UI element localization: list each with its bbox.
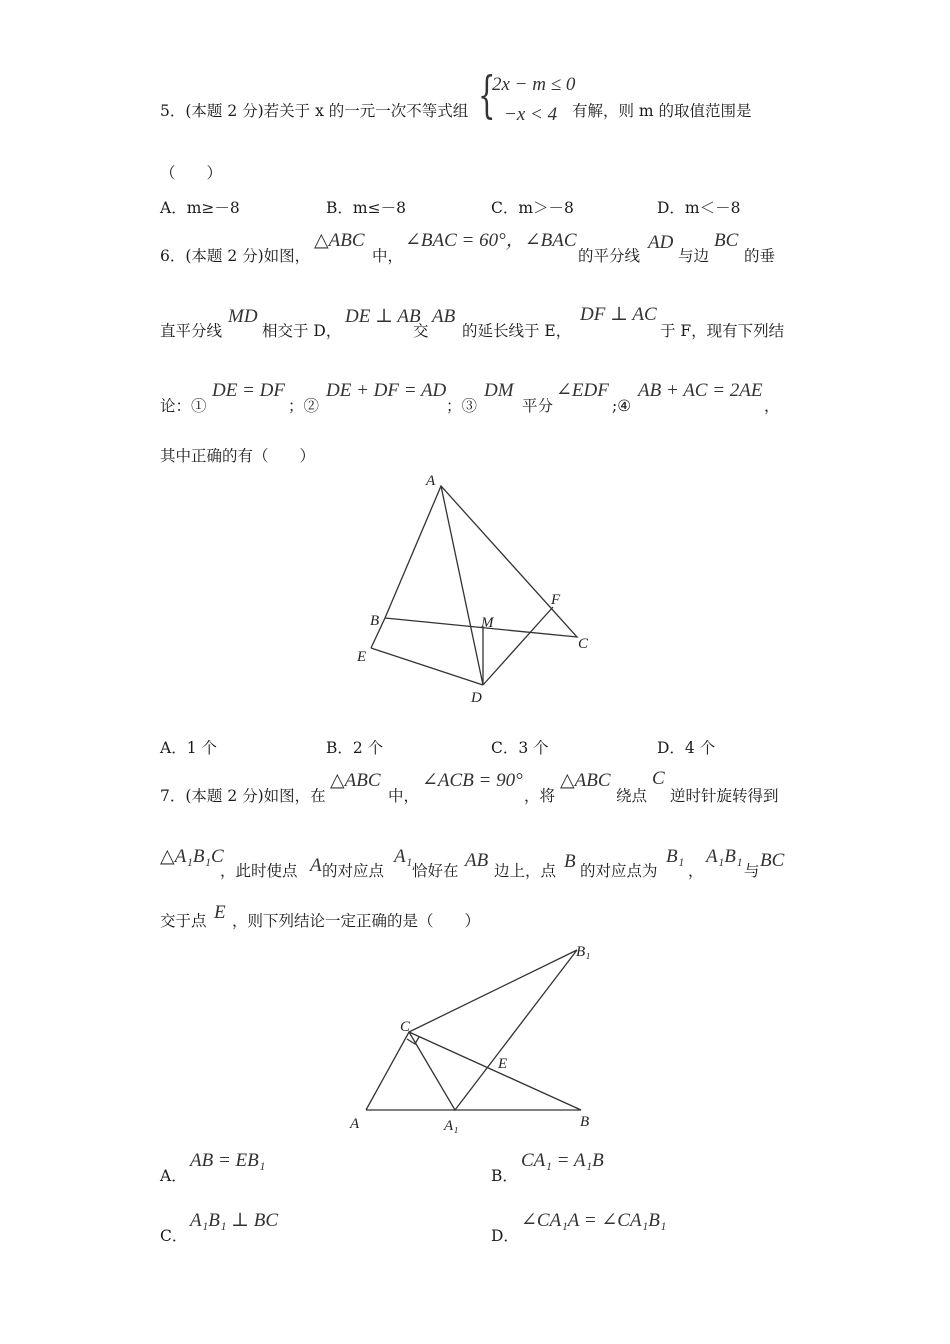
q6-label-C: C	[578, 636, 589, 652]
q7-label-E: E	[498, 1056, 508, 1072]
q5-option-c[interactable]: C．m＞－8	[491, 199, 574, 217]
q7-line2-math-2: A	[310, 855, 322, 876]
q6-line2-math-3: AB	[432, 306, 456, 327]
q5-inequality-1: 2x − m ≤ 0	[492, 74, 576, 95]
q6-line3-text-3: ；③	[446, 397, 478, 415]
q6-label-E: E	[357, 649, 367, 665]
q7-line1-text-1: 7．(本题 2 分)如图，在	[160, 787, 326, 805]
q6-label-B: B	[370, 613, 380, 629]
q7-label-B: B	[580, 1114, 590, 1130]
q7-line2-text-3: 恰好在	[412, 862, 459, 880]
q6-line3-text-4: 平分	[522, 397, 554, 415]
q7-line2-math-1: △A₁B₁C	[160, 846, 224, 867]
q7-line2-math-5: B	[564, 851, 576, 872]
q7-line1-text-4: 绕点	[616, 787, 648, 805]
q7-segment-CB1A1	[409, 950, 577, 1110]
q6-label-M: M	[481, 615, 494, 631]
q7-line2-math-8: BC	[760, 850, 785, 871]
q6-line2-text-2: 相交于 D，	[262, 322, 342, 340]
q7-option-a-formula[interactable]: AB = EB₁	[190, 1150, 266, 1171]
q7-option-b-formula[interactable]: CA₁ = A₁B	[521, 1150, 604, 1171]
q7-option-b-letter[interactable]: B．	[491, 1167, 518, 1185]
q6-line1-text-5: 的垂	[744, 247, 776, 265]
q6-line2-math-2: DE ⊥ AB	[345, 306, 421, 327]
q7-option-c-letter[interactable]: C．	[160, 1227, 188, 1245]
q7-line1-math-3: △ABC	[560, 770, 611, 791]
q6-segment-DF	[483, 607, 553, 685]
q7-line2-text-2: 的对应点	[322, 862, 385, 880]
q7-line2-text-6: ，	[688, 862, 704, 880]
q6-line1-text-2: 中，	[372, 247, 404, 265]
q6-line1-math-3: AD	[648, 232, 674, 253]
q5-system-brace: {	[478, 66, 496, 124]
q6-option-a[interactable]: A．1 个	[160, 739, 217, 757]
q7-option-d-formula[interactable]: ∠CA₁A = ∠CA₁B₁	[521, 1210, 667, 1231]
q6-line2-math-4: DF ⊥ AC	[580, 304, 657, 325]
q6-segment-ED	[371, 648, 483, 685]
q7-line2-math-6: B₁	[666, 846, 685, 867]
q6-label-F: F	[551, 592, 561, 608]
q6-option-b[interactable]: B．2 个	[326, 739, 384, 757]
q7-line2-math-4: AB	[465, 850, 489, 871]
q6-conclusion-2: DE + DF = AD	[326, 380, 447, 401]
q7-option-a-letter[interactable]: A．	[160, 1167, 187, 1185]
q7-label-A: A	[350, 1116, 360, 1132]
q6-line2-text-1: 直平分线	[160, 322, 223, 340]
q7-line1-text-2: 中，	[388, 787, 420, 805]
q6-line2-text-3: 交	[413, 322, 429, 340]
q7-option-d-letter[interactable]: D．	[491, 1227, 519, 1245]
q7-label-A1: A₁	[444, 1118, 459, 1134]
q7-line1-math-4: C	[652, 768, 665, 789]
q6-conclusion-3: DM	[484, 380, 514, 401]
q7-label-C: C	[400, 1019, 411, 1035]
q6-line1-math-4: BC	[714, 230, 739, 251]
q5-stem-after: 有解，则 m 的取值范围是	[572, 102, 752, 120]
q7-line2-math-3: A₁	[394, 846, 413, 867]
q5-option-a[interactable]: A．m≥－8	[160, 199, 240, 217]
q6-line2-text-4: 的延长线于 E，	[462, 322, 572, 340]
q7-line3-text-2: ，则下列结论一定正确的是（ ）	[232, 912, 481, 930]
q5-option-b[interactable]: B．m≤－8	[326, 199, 406, 217]
q6-conclusion-4: AB + AC = 2AE	[638, 380, 763, 401]
q7-figure	[340, 936, 620, 1136]
q6-line2-text-5: 于 F，现有下列结	[660, 322, 785, 340]
q7-line2-text-1: ，此时使点	[220, 862, 298, 880]
q5-inequality-2: −x < 4	[504, 104, 558, 125]
q6-label-D: D	[471, 690, 482, 706]
q7-label-B1: B₁	[576, 944, 591, 960]
q7-segment-ACB	[366, 1032, 581, 1110]
q7-line1-text-5: 逆时针旋转得到	[670, 787, 779, 805]
q6-line3-text-5: ;④	[612, 397, 632, 415]
q7-line1-text-3: ，将	[524, 787, 556, 805]
q6-line1-text-1: 6．(本题 2 分)如图，	[160, 247, 311, 265]
q7-line3-text-1: 交于点	[160, 912, 207, 930]
q7-line2-text-7: 与	[744, 862, 760, 880]
q6-line1-math-1: △ABC	[314, 230, 365, 251]
q6-line3-text-1: 论：①	[160, 397, 207, 415]
q6-line1-text-3: 的平分线	[578, 247, 641, 265]
q6-figure	[340, 468, 620, 708]
q6-segment-AD	[441, 486, 483, 685]
q6-line2-math-1: MD	[228, 306, 258, 327]
q6-question: 其中正确的有（ ）	[160, 447, 316, 465]
q7-line2-math-7: A₁B₁	[706, 846, 743, 867]
q6-label-A: A	[426, 473, 436, 489]
q7-line1-math-1: △ABC	[330, 770, 381, 791]
q6-option-d[interactable]: D．4 个	[657, 739, 716, 757]
q6-conclusion-1: DE = DF	[212, 380, 285, 401]
q6-line3-text-6: ，	[764, 397, 780, 415]
q6-line3-text-2: ；②	[288, 397, 320, 415]
q5-answer-paren: （ ）	[160, 164, 223, 182]
q6-option-c[interactable]: C．3 个	[491, 739, 549, 757]
q7-line2-text-5: 的对应点为	[580, 862, 658, 880]
q7-option-c-formula[interactable]: A₁B₁ ⊥ BC	[190, 1210, 279, 1231]
q5-stem-before: 5．(本题 2 分)若关于 x 的一元一次不等式组	[160, 102, 469, 120]
q7-line3-math-1: E	[214, 902, 226, 923]
q5-option-d[interactable]: D．m＜－8	[657, 199, 741, 217]
q7-line1-math-2: ∠ACB = 90°	[422, 770, 523, 791]
q7-line2-text-4: 边上，点	[494, 862, 557, 880]
q6-conclusion-3-angle: ∠EDF	[556, 380, 609, 401]
q6-line1-text-4: 与边	[678, 247, 710, 265]
q6-line1-math-2: ∠BAC = 60°，∠BAC	[405, 230, 577, 251]
